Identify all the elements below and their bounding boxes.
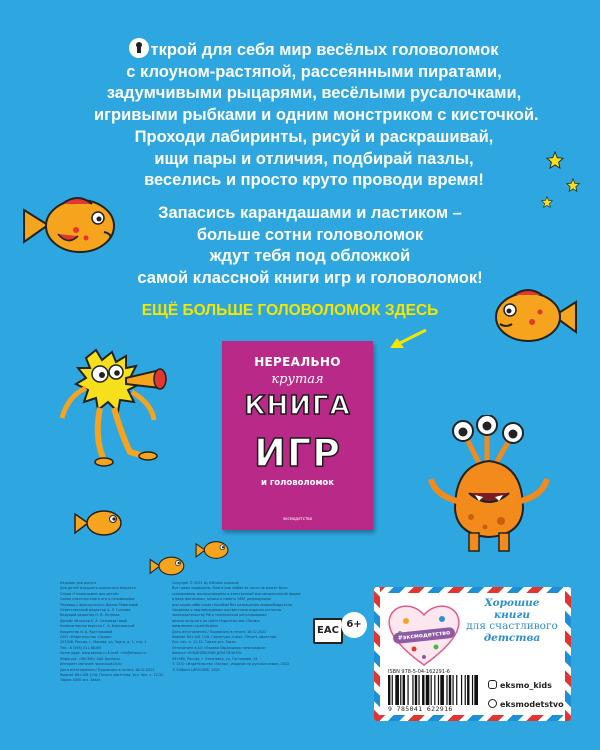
second-line: Запасись карандашами и ластиком –	[158, 204, 462, 222]
intro-line	[94, 38, 534, 62]
imprint-line: Все права защищены. Книга или любая ее часть не может быть	[172, 586, 288, 591]
age-rating-badge: 6+	[341, 612, 367, 638]
barcode-bar	[456, 675, 457, 705]
imprint-line: Филиал «УЛЬЯНОВСКИЙ ДОМ ПЕЧАТИ»	[172, 651, 242, 656]
barcode-bar	[426, 675, 430, 705]
imprint-line: Усл. печ. л. 12,32. Тираж экз. Заказ	[172, 640, 236, 645]
website-link[interactable]	[488, 699, 564, 709]
imprint-line: Өндіруші: «ЭКСМО» АҚБ Баспасы	[60, 656, 120, 661]
fish-illustration	[148, 553, 186, 579]
imprint-line: Формат 84×108 1/16. Гарнитура «Lato». Печать офсетная.	[172, 635, 278, 640]
imprint-line: Перевод с французского Ирины Романовой	[60, 602, 138, 607]
barcode-bar	[472, 675, 473, 705]
second-line: больше сотни головоломок	[196, 225, 424, 244]
imprint-line: Интернет-магазин: www.book24.kz	[60, 662, 122, 667]
intro-line: задумчивыми рыцарями, весёлыми русалочками,	[106, 84, 522, 103]
imprint-line: Тираж 4000 экз. Заказ	[60, 678, 101, 683]
imprint-column-2	[172, 581, 322, 673]
barcode-bar	[388, 675, 390, 705]
star-icon	[546, 151, 564, 169]
card-border	[374, 715, 571, 721]
intro-line: веселись и просто круто проводи время!	[144, 171, 484, 190]
second-line: ждут тебя под обложкой	[209, 247, 411, 266]
imprint-line: © Editions LAROUSSE, 2021	[172, 667, 221, 672]
slogan	[464, 598, 560, 644]
keyhole-icon	[129, 38, 149, 58]
slogan-line: для счастливого	[466, 620, 558, 632]
barcode-bar	[400, 675, 401, 705]
barcode-card	[374, 587, 571, 721]
imprint-line: Самая классная книга игр и головоломок	[60, 597, 135, 602]
intro-line: ищи пары и отличия, подбирай пазлы,	[154, 149, 474, 168]
eac-mark: EAC	[313, 618, 343, 644]
imprint-line: в виде фотокопии, записи в память ЭВМ, репродукции	[172, 597, 271, 602]
globe-icon	[488, 699, 497, 708]
slogan-line: Хорошие	[484, 597, 540, 609]
barcode-bar	[446, 675, 447, 705]
imprint-line: или каким-либо иным способом без разрешения правообладателя.	[172, 602, 293, 607]
barcode-bar	[431, 675, 432, 705]
imprint-line: ООО «Издательство «Эксмо»	[60, 635, 113, 640]
imprint-line: Компьютерная верстка Г. А. Березовской	[60, 624, 135, 629]
card-border	[565, 587, 571, 721]
book-title-bottom: и головоломок	[260, 478, 335, 488]
book-title-top: НЕРЕАЛЬНО	[254, 355, 341, 369]
book-publisher: эксмодетство	[282, 516, 313, 521]
imprint-line: Дата изготовления / Подписано в печать 18.02.2022	[172, 629, 267, 634]
barcode-bar	[452, 675, 453, 705]
imprint-line: www.eksmo.ru/certification	[172, 624, 219, 629]
fish-illustration	[194, 538, 230, 562]
instagram-handle[interactable]	[488, 680, 552, 690]
barcode-bar	[440, 675, 444, 705]
imprint-line: Корректор И. А. Кругляковой	[60, 629, 113, 634]
instagram-icon	[488, 680, 497, 689]
slogan-line: книги	[494, 608, 530, 621]
barcode-bar	[418, 675, 419, 705]
intro-line: с клоуном-растяпой, рассеянными пиратами,	[126, 62, 502, 81]
book-title-script: крутая	[271, 372, 324, 387]
barcode-bar	[434, 675, 435, 705]
barcode-bar	[422, 675, 424, 705]
imprint-line: Ответственный редактор А. Л. Гресова	[60, 608, 131, 613]
imprint-line: скопирована, воспроизведена в электронной или механической форме	[172, 591, 301, 596]
star-icon	[541, 196, 553, 208]
imprint-line: законодательству РФ о техническом регулировании	[172, 613, 267, 618]
imprint-line: Ведущий редактор Н. В. Петрова	[60, 613, 120, 618]
fish-illustration	[18, 190, 118, 260]
instagram-text: eksmo_kids	[500, 681, 552, 690]
imprint-line: Home page: www.eksmo.ru E-mail: info@eksmo.ru	[60, 651, 147, 656]
card-border	[374, 587, 571, 593]
barcode-bar	[467, 675, 469, 705]
promo-heading: ЕЩЁ БОЛЬШЕ ГОЛОВОЛОМОК ЗДЕСЬ	[141, 302, 439, 319]
barcode-bar	[438, 675, 439, 705]
barcode-bar	[415, 675, 417, 705]
imprint-line: Дата изготовления / Подписано в печать 18.02.2022	[60, 667, 155, 672]
isbn-text: ISBN 978-5-04-162291-6	[388, 669, 450, 675]
slogan-line: детства	[483, 631, 541, 644]
website-text: eksmodetstvo	[500, 700, 564, 709]
book-title-big-1: КНИГА	[244, 391, 351, 421]
barcode-bar	[403, 675, 405, 705]
barcode	[388, 675, 478, 705]
intro-line-text: ткрой для себя мир весёлых головоломок	[150, 41, 499, 59]
imprint-line: Для детей младшего школьного возраста	[60, 586, 136, 591]
intro-line: игривыми рыбками и одним монстриком с кисточкой.	[94, 106, 539, 125]
barcode-bar	[392, 675, 393, 705]
fish-illustration	[72, 506, 124, 540]
book-cover-promo	[222, 341, 373, 530]
barcode-bar	[395, 675, 399, 705]
barcode-bar	[474, 675, 478, 705]
arrow-icon	[386, 327, 428, 353]
imprint-line: Формат 84×108 1/16. Печать офсетная. Усл. печ. л. 12,32	[60, 672, 164, 677]
imprint-line: можно получить на сайте Издательства «Эксмо»	[172, 618, 261, 623]
imprint-line: Отпечатано в АО «Первая Образцовая типография»	[172, 645, 266, 650]
hashtag-label: #эксмодетство	[393, 627, 456, 644]
intro-text	[94, 38, 539, 192]
imprint-line: Дизайн обложки Е. А. Селиверстовой	[60, 618, 128, 623]
yellow-monster-illustration	[56, 348, 186, 472]
imprint-line: © ООО «Издательство «Эксмо», издание на русском языке, 2022	[172, 662, 290, 667]
imprint-line: Тел.: 8 (495) 411-68-86	[60, 645, 101, 650]
barcode-bar	[412, 675, 413, 705]
star-icon	[566, 178, 580, 192]
imprint-line: Copyright © 2021 by Editions Larousse	[172, 581, 239, 585]
second-paragraph	[110, 203, 510, 290]
imprint-column-1	[60, 581, 166, 684]
barcode-bar	[465, 675, 466, 705]
second-line: самой классной книги игр и головоломок!	[137, 269, 483, 288]
orange-monster-illustration	[425, 415, 555, 560]
imprint-line: Издание для досуга	[60, 581, 97, 585]
imprint-line: Серия «Головоломки для детей»	[60, 591, 119, 596]
fish-illustration	[490, 286, 582, 348]
barcode-bar	[407, 675, 408, 705]
barcode-bar	[449, 675, 451, 705]
isbn-digits: 9 785041 622916	[388, 705, 453, 713]
imprint-line: 123308, Россия, г. Москва, ул. Зорге, д. 1, стр. 1	[60, 640, 147, 645]
imprint-line: Сведения о подтверждении соответствия издания согласно	[172, 608, 281, 613]
barcode-bar	[461, 675, 462, 705]
intro-line: Проходи лабиринты, рисуй и раскрашивай,	[134, 127, 494, 146]
card-border	[374, 587, 380, 721]
book-title-big-2: ИГР	[254, 431, 341, 475]
imprint-line: 432980, Россия, г. Ульяновск, ул. Гончарова, 14	[172, 656, 258, 661]
